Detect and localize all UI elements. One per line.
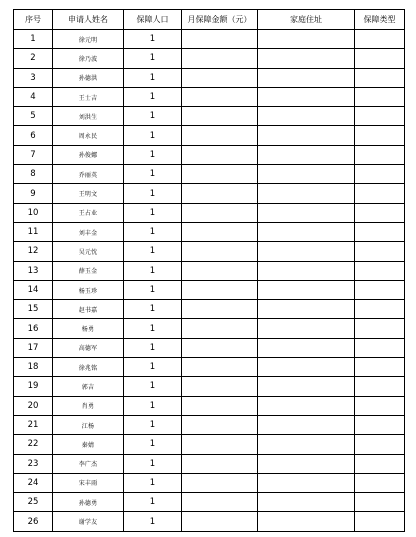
coverage-type-cell — [355, 107, 405, 126]
covered-count-cell: 1 — [124, 165, 182, 184]
name-cell: 高德军 — [53, 338, 124, 357]
monthly-amount-cell — [182, 165, 258, 184]
covered-count-cell: 1 — [124, 358, 182, 377]
covered-count-cell: 1 — [124, 107, 182, 126]
name-cell: 刘洪生 — [53, 107, 124, 126]
monthly-amount-cell — [182, 358, 258, 377]
coverage-type-cell — [355, 126, 405, 145]
coverage-type-cell — [355, 280, 405, 299]
covered-count-cell: 1 — [124, 145, 182, 164]
table-row — [14, 493, 405, 512]
address-cell — [258, 203, 355, 222]
coverage-type-cell — [355, 396, 405, 415]
name-cell: 王士吉 — [53, 87, 124, 106]
covered-count-cell: 1 — [124, 87, 182, 106]
name-cell: 江杨 — [53, 415, 124, 434]
address-cell — [258, 68, 355, 87]
address-cell — [258, 454, 355, 473]
table-row — [14, 454, 405, 473]
covered-count-cell: 1 — [124, 454, 182, 473]
coverage-type-cell — [355, 203, 405, 222]
table-row — [14, 415, 405, 434]
table-row — [14, 261, 405, 280]
coverage-type-cell — [355, 512, 405, 531]
covered-count-cell: 1 — [124, 319, 182, 338]
address-cell — [258, 165, 355, 184]
covered-count-cell: 1 — [124, 338, 182, 357]
address-cell — [258, 222, 355, 241]
covered-count-cell: 1 — [124, 377, 182, 396]
serial-cell: 9 — [14, 184, 53, 203]
covered-count-cell: 1 — [124, 242, 182, 261]
serial-cell: 10 — [14, 203, 53, 222]
serial-cell: 14 — [14, 280, 53, 299]
address-cell — [258, 415, 355, 434]
monthly-amount-cell — [182, 49, 258, 68]
serial-cell: 21 — [14, 415, 53, 434]
name-cell: 徐乃波 — [53, 49, 124, 68]
table-row — [14, 300, 405, 319]
address-cell — [258, 30, 355, 49]
serial-cell: 23 — [14, 454, 53, 473]
name-cell: 吴元忱 — [53, 242, 124, 261]
covered-count-cell: 1 — [124, 184, 182, 203]
table-row — [14, 396, 405, 415]
monthly-amount-cell — [182, 280, 258, 299]
coverage-type-cell — [355, 222, 405, 241]
coverage-type-cell — [355, 319, 405, 338]
table-row — [14, 203, 405, 222]
name-cell: 薛玉金 — [53, 261, 124, 280]
table-row — [14, 242, 405, 261]
address-cell — [258, 319, 355, 338]
coverage-type-cell — [355, 145, 405, 164]
serial-cell: 17 — [14, 338, 53, 357]
monthly-amount-cell — [182, 68, 258, 87]
name-cell: 周永民 — [53, 126, 124, 145]
header-serial-no: 序号 — [14, 10, 53, 30]
serial-cell: 25 — [14, 493, 53, 512]
serial-cell: 2 — [14, 49, 53, 68]
monthly-amount-cell — [182, 203, 258, 222]
covered-count-cell: 1 — [124, 203, 182, 222]
covered-count-cell: 1 — [124, 30, 182, 49]
monthly-amount-cell — [182, 242, 258, 261]
monthly-amount-cell — [182, 126, 258, 145]
monthly-amount-cell — [182, 222, 258, 241]
covered-count-cell: 1 — [124, 300, 182, 319]
coverage-type-cell — [355, 435, 405, 454]
table-row — [14, 145, 405, 164]
serial-cell: 3 — [14, 68, 53, 87]
address-cell — [258, 473, 355, 492]
covered-count-cell: 1 — [124, 512, 182, 531]
covered-count-cell: 1 — [124, 261, 182, 280]
serial-cell: 12 — [14, 242, 53, 261]
header-applicant-name: 申请人姓名 — [53, 10, 124, 30]
serial-cell: 20 — [14, 396, 53, 415]
table-row — [14, 165, 405, 184]
name-cell: 孙德洪 — [53, 68, 124, 87]
serial-cell: 5 — [14, 107, 53, 126]
address-cell — [258, 377, 355, 396]
address-cell — [258, 87, 355, 106]
name-cell: 徐元明 — [53, 30, 124, 49]
serial-cell: 24 — [14, 473, 53, 492]
name-cell: 徐兆铭 — [53, 358, 124, 377]
table-row — [14, 107, 405, 126]
serial-cell: 22 — [14, 435, 53, 454]
address-cell — [258, 396, 355, 415]
coverage-type-cell — [355, 493, 405, 512]
covered-count-cell: 1 — [124, 126, 182, 145]
address-cell — [258, 338, 355, 357]
address-cell — [258, 358, 355, 377]
coverage-type-cell — [355, 184, 405, 203]
monthly-amount-cell — [182, 87, 258, 106]
serial-cell: 16 — [14, 319, 53, 338]
header-covered-persons: 保障人口 — [124, 10, 182, 30]
coverage-type-cell — [355, 473, 405, 492]
address-cell — [258, 280, 355, 299]
name-cell: 杨玉珍 — [53, 280, 124, 299]
monthly-amount-cell — [182, 300, 258, 319]
serial-cell: 15 — [14, 300, 53, 319]
covered-count-cell: 1 — [124, 222, 182, 241]
table-row — [14, 184, 405, 203]
header-monthly-amount: 月保障金额（元） — [182, 10, 258, 30]
coverage-type-cell — [355, 377, 405, 396]
name-cell: 刘丰金 — [53, 222, 124, 241]
address-cell — [258, 126, 355, 145]
table-row — [14, 377, 405, 396]
monthly-amount-cell — [182, 319, 258, 338]
address-cell — [258, 107, 355, 126]
address-cell — [258, 242, 355, 261]
covered-count-cell: 1 — [124, 280, 182, 299]
monthly-amount-cell — [182, 377, 258, 396]
monthly-amount-cell — [182, 145, 258, 164]
name-cell: 乔丽英 — [53, 165, 124, 184]
coverage-type-cell — [355, 300, 405, 319]
serial-cell: 19 — [14, 377, 53, 396]
name-cell: 孙德勇 — [53, 493, 124, 512]
monthly-amount-cell — [182, 30, 258, 49]
monthly-amount-cell — [182, 415, 258, 434]
serial-cell: 4 — [14, 87, 53, 106]
coverage-type-cell — [355, 30, 405, 49]
address-cell — [258, 145, 355, 164]
monthly-amount-cell — [182, 261, 258, 280]
table-row — [14, 358, 405, 377]
table-row — [14, 126, 405, 145]
monthly-amount-cell — [182, 396, 258, 415]
name-cell: 杨勇 — [53, 319, 124, 338]
table-row — [14, 280, 405, 299]
monthly-amount-cell — [182, 473, 258, 492]
coverage-type-cell — [355, 415, 405, 434]
coverage-type-cell — [355, 49, 405, 68]
coverage-type-cell — [355, 358, 405, 377]
name-cell: 王明文 — [53, 184, 124, 203]
name-cell: 孙俊娜 — [53, 145, 124, 164]
serial-cell: 1 — [14, 30, 53, 49]
monthly-amount-cell — [182, 184, 258, 203]
name-cell: 李广杰 — [53, 454, 124, 473]
name-cell: 郭吉 — [53, 377, 124, 396]
table-row — [14, 68, 405, 87]
covered-count-cell: 1 — [124, 49, 182, 68]
serial-cell: 8 — [14, 165, 53, 184]
covered-count-cell: 1 — [124, 473, 182, 492]
name-cell: 秦婧 — [53, 435, 124, 454]
coverage-type-cell — [355, 68, 405, 87]
table-row — [14, 435, 405, 454]
table-row — [14, 319, 405, 338]
serial-cell: 6 — [14, 126, 53, 145]
monthly-amount-cell — [182, 454, 258, 473]
table-row — [14, 222, 405, 241]
covered-count-cell: 1 — [124, 396, 182, 415]
covered-count-cell: 1 — [124, 68, 182, 87]
document-page — [13, 9, 404, 529]
address-cell — [258, 493, 355, 512]
monthly-amount-cell — [182, 512, 258, 531]
header-home-address: 家庭住址 — [258, 10, 355, 30]
coverage-type-cell — [355, 87, 405, 106]
table-row — [14, 512, 405, 531]
serial-cell: 26 — [14, 512, 53, 531]
monthly-amount-cell — [182, 435, 258, 454]
covered-count-cell: 1 — [124, 415, 182, 434]
monthly-amount-cell — [182, 338, 258, 357]
covered-count-cell: 1 — [124, 493, 182, 512]
header-coverage-type: 保障类型 — [355, 10, 405, 30]
serial-cell: 18 — [14, 358, 53, 377]
coverage-type-cell — [355, 338, 405, 357]
coverage-type-cell — [355, 454, 405, 473]
monthly-amount-cell — [182, 493, 258, 512]
serial-cell: 7 — [14, 145, 53, 164]
table-row — [14, 87, 405, 106]
address-cell — [258, 184, 355, 203]
name-cell: 谢学友 — [53, 512, 124, 531]
name-cell: 王占业 — [53, 203, 124, 222]
address-cell — [258, 49, 355, 68]
name-cell: 宋丰雨 — [53, 473, 124, 492]
coverage-type-cell — [355, 261, 405, 280]
beneficiary-table — [13, 9, 405, 532]
coverage-type-cell — [355, 165, 405, 184]
table-row — [14, 49, 405, 68]
address-cell — [258, 261, 355, 280]
address-cell — [258, 300, 355, 319]
monthly-amount-cell — [182, 107, 258, 126]
table-row — [14, 473, 405, 492]
table-row — [14, 30, 405, 49]
serial-cell: 11 — [14, 222, 53, 241]
covered-count-cell: 1 — [124, 435, 182, 454]
serial-cell: 13 — [14, 261, 53, 280]
name-cell: 肖勇 — [53, 396, 124, 415]
coverage-type-cell — [355, 242, 405, 261]
address-cell — [258, 512, 355, 531]
table-row — [14, 338, 405, 357]
name-cell: 赵书嘉 — [53, 300, 124, 319]
table-header-row — [14, 10, 405, 30]
address-cell — [258, 435, 355, 454]
